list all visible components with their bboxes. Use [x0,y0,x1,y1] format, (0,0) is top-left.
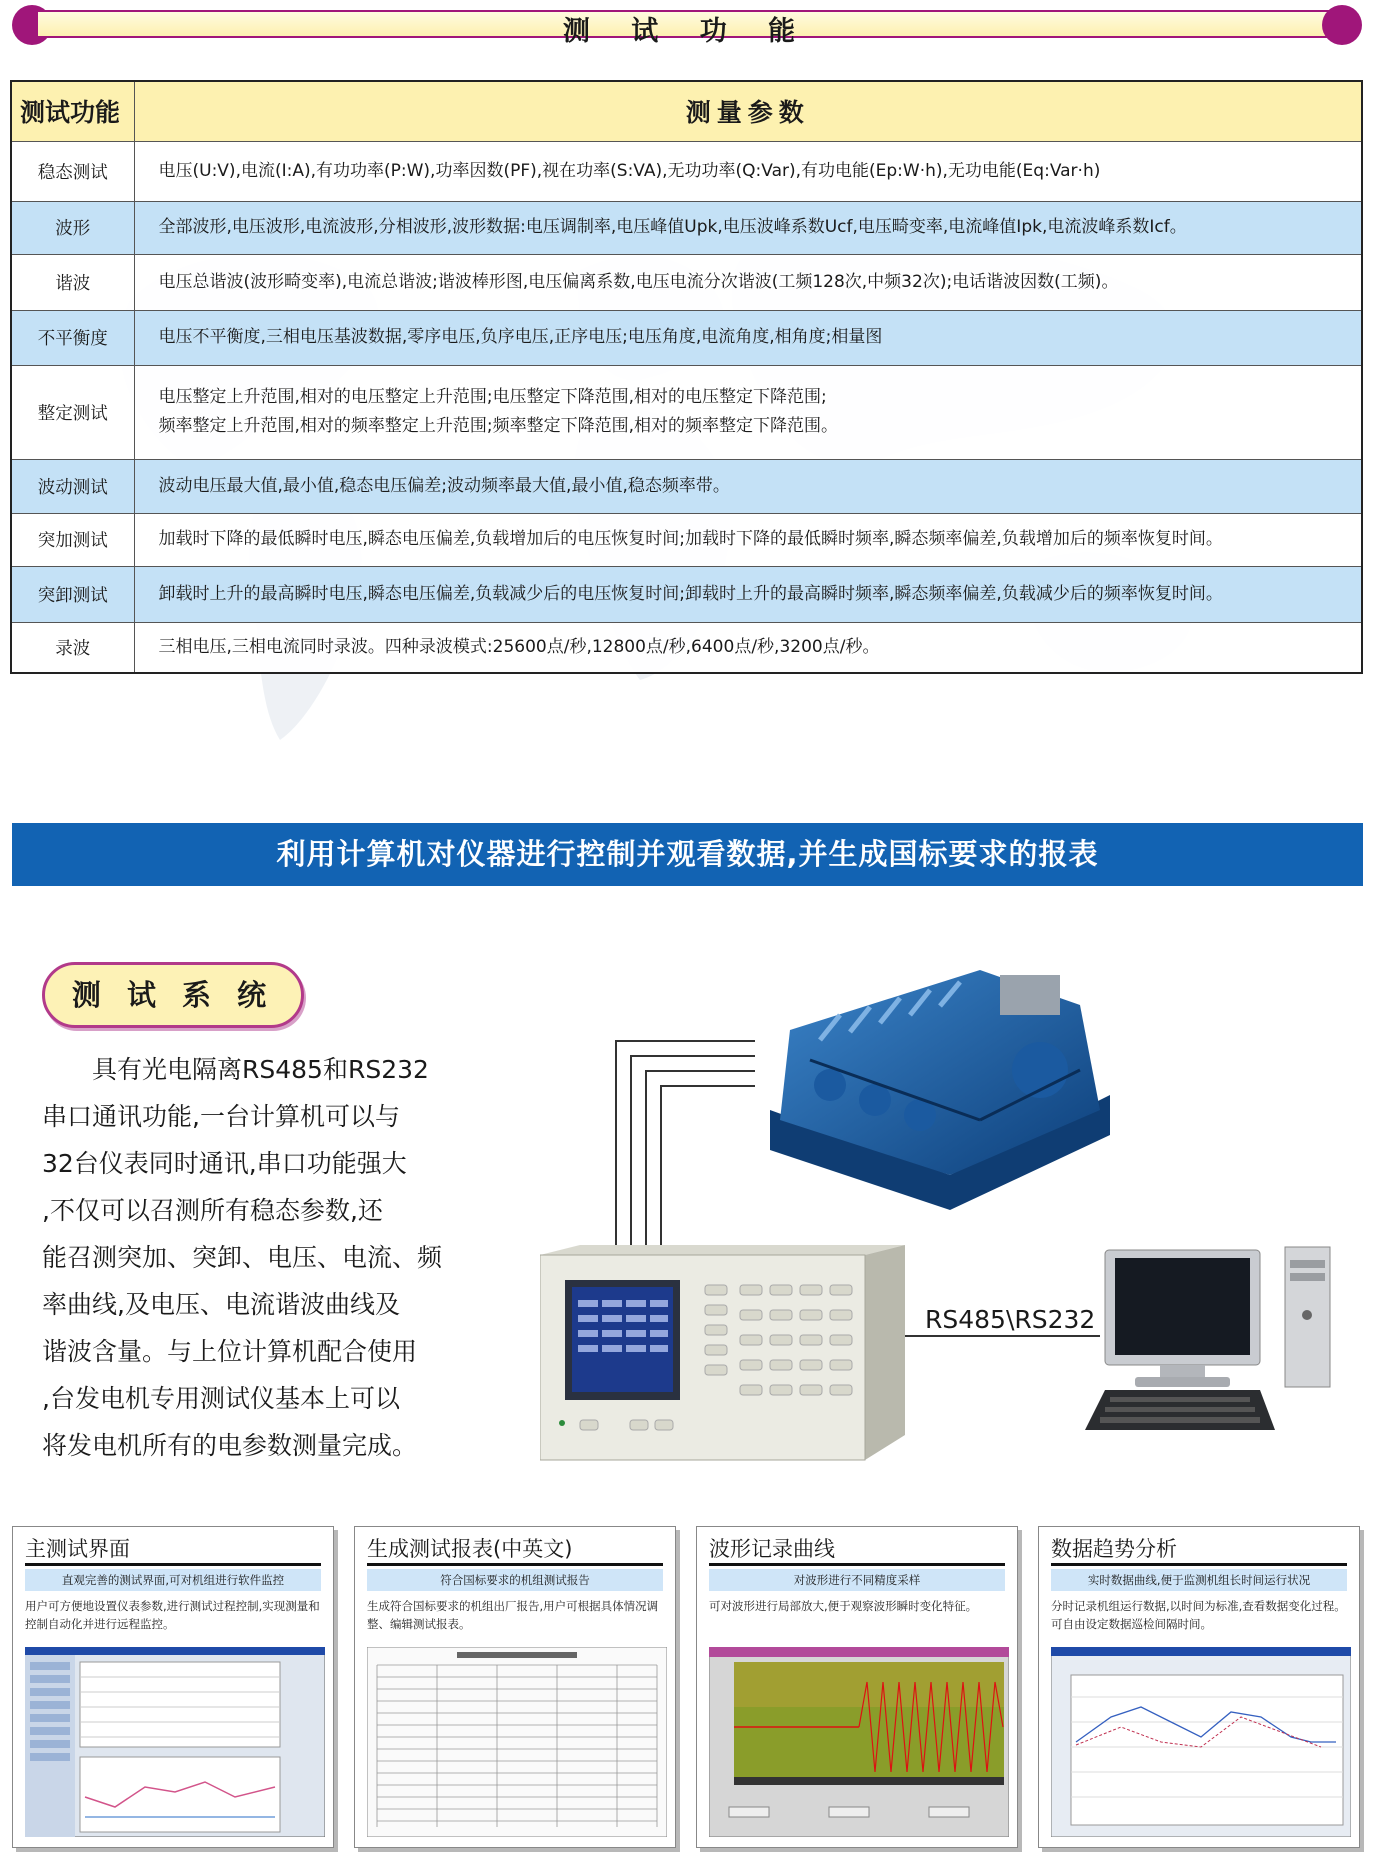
page-title: 测 试 功 能 [562,16,812,47]
panel-text: 生成符合国标要求的机组出厂报告,用户可根据具体情况调整、编辑测试报表。 [367,1599,659,1631]
row-params [134,141,1362,201]
panel-report [354,1526,676,1848]
panel-rule [367,1563,663,1566]
param-line: 全部波形,电压波形,电流波形,分相波形,波形数据:电压调制率,电压峰值Upk,电压波峰系数Ucf,电压畸变率,电流峰值Ipk,电流波峰系数Icf。 [158,217,1187,237]
desc-line: 32台仪表同时通讯,串口功能强大 [42,1149,407,1178]
report-screenshot-icon [367,1647,667,1837]
panel-subtitle: 直观完善的测试界面,可对机组进行软件监控 [25,1569,321,1591]
panel-title: 数据趋势分析 [1051,1537,1177,1561]
panel-rule [25,1563,321,1566]
table-row [11,310,1362,365]
row-params [134,201,1362,254]
row-params [134,513,1362,566]
panel-main-ui [12,1526,334,1848]
pc-monitor-icon [1100,1245,1265,1390]
table-row [11,622,1362,673]
desc-line: ,台发电机专用测试仪基本上可以 [42,1384,400,1413]
panel-subtitle: 符合国标要求的机组测试报告 [367,1569,663,1591]
trend-screenshot-icon [1051,1647,1351,1837]
col-header-params: 测量参数 [134,81,1362,141]
table-row [11,459,1362,513]
param-line: 电压总谐波(波形畸变率),电流总谐波;谐波棒形图,电压偏离系数,电压电流分次谐波(工频128次,中频32次);电话谐波因数(工频)。 [158,271,1119,292]
panel-subtitle: 实时数据曲线,便于监测机组长时间运行状况 [1051,1569,1347,1591]
panel-text: 分时记录机组运行数据,以时间为标准,查看数据变化过程。可自由设定数据巡检间隔时间。 [1051,1599,1346,1631]
row-params [134,254,1362,310]
panel-rule [1051,1563,1347,1566]
table-row [11,201,1362,254]
system-illustration [520,960,1340,1480]
main-ui-screenshot-icon [25,1647,325,1837]
row-function-name: 突加测试 [11,513,134,566]
param-line: 加载时下降的最低瞬时电压,瞬态电压偏差,负载增加后的电压恢复时间;加载时下降的最低瞬时频率,瞬态频率偏差,负载增加后的频率恢复时间。 [158,529,1223,549]
table-header-row [11,81,1362,141]
param-line: 波动电压最大值,最小值,稳态电压偏差;波动频率最大值,最小值,稳态频率带。 [158,475,730,496]
row-params [134,459,1362,513]
panel-subtitle: 对波形进行不同精度采样 [709,1569,1005,1591]
test-function-table [10,80,1363,674]
table-row [11,141,1362,201]
panel-rule [709,1563,1005,1566]
row-function-name: 突卸测试 [11,566,134,622]
desc-line: 将发电机所有的电参数测量完成。 [42,1431,418,1460]
desc-line: ,不仅可以召测所有稳态参数,还 [42,1196,383,1225]
test-system-title: 测 试 系 统 [71,978,275,1012]
table-row [11,513,1362,566]
desc-line: 串口通讯功能,一台计算机可以与 [42,1102,400,1131]
desc-line: 谐波含量。与上位计算机配合使用 [42,1337,418,1366]
connection-line [660,1085,755,1260]
param-line: 电压整定上升范围,相对的电压整定上升范围;电压整定下降范围,相对的电压整定下降范围; [158,387,827,407]
panel-title: 波形记录曲线 [709,1537,835,1561]
generator-engine-icon [750,960,1130,1210]
param-line: 电压不平衡度,三相电压基波数据,零序电压,负序电压,正序电压;电压角度,电流角度,相角度;相量图 [158,327,883,347]
waveform-screenshot-icon [709,1647,1009,1837]
row-params [134,310,1362,365]
panel-text: 可对波形进行局部放大,便于观察波形瞬时变化特征。 [709,1599,978,1613]
interface-label: RS485\RS232 [925,1305,1096,1334]
desc-line: 能召测突加、突卸、电压、电流、频 [42,1243,443,1272]
row-function-name: 不平衡度 [11,310,134,365]
table-row [11,365,1362,459]
row-function-name: 录波 [11,622,134,673]
panel-trend [1038,1526,1360,1848]
test-system-heading [42,962,304,1028]
row-params [134,566,1362,622]
panel-title: 生成测试报表(中英文) [367,1537,573,1561]
rs485-cable-line [905,1335,1100,1337]
keyboard-icon [1085,1385,1275,1435]
panel-text: 用户可方便地设置仪表参数,进行测试过程控制,实现测量和控制自动化并进行远程监控。 [25,1599,320,1631]
panel-title: 主测试界面 [25,1537,130,1561]
power-analyzer-instrument-icon [540,1245,905,1470]
table-row [11,566,1362,622]
desc-line: 具有光电隔离RS485和RS232 [92,1055,429,1084]
row-function-name: 波形 [11,201,134,254]
row-function-name: 稳态测试 [11,141,134,201]
row-params [134,365,1362,459]
row-function-name: 谐波 [11,254,134,310]
row-function-name: 整定测试 [11,365,134,459]
pc-tower-icon [1280,1245,1335,1390]
desc-line: 率曲线,及电压、电流谐波曲线及 [42,1290,400,1319]
param-line: 电压(U:V),电流(I:A),有功功率(P:W),功率因数(PF),视在功率(S:VA),无功功率(Q:Var),有功电能(Ep:W·h),无功电能(Eq:Var·h) [158,160,1101,181]
computer-control-banner: 利用计算机对仪器进行控制并观看数据,并生成国标要求的报表 [12,823,1363,886]
param-line: 频率整定上升范围,相对的频率整定上升范围;频率整定下降范围,相对的频率整定下降范围。 [158,416,839,436]
table-row [11,254,1362,310]
param-line: 卸载时上升的最高瞬时电压,瞬态电压偏差,负载减少后的电压恢复时间;卸载时上升的最高瞬时频率,瞬态频率偏差,负载减少后的频率恢复时间。 [158,583,1223,604]
panel-waveform [696,1526,1018,1848]
row-params [134,622,1362,673]
param-line: 三相电压,三相电流同时录波。四种录波模式:25600点/秒,12800点/秒,6400点/秒,3200点/秒。 [158,636,880,657]
test-system-description [42,1046,442,1469]
section-header [12,4,1362,47]
col-header-function: 测试功能 [11,81,134,141]
row-function-name: 波动测试 [11,459,134,513]
